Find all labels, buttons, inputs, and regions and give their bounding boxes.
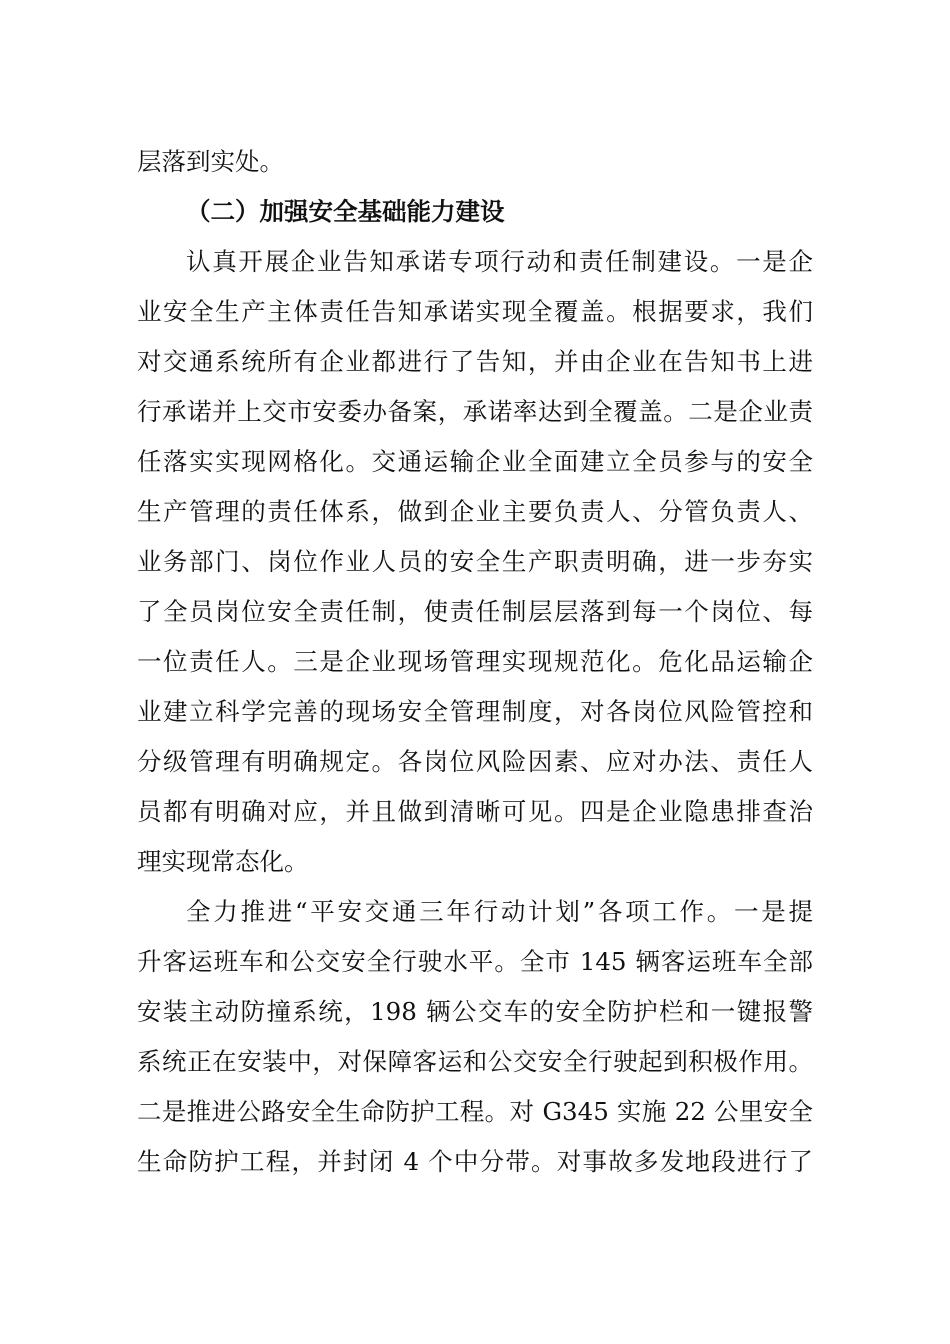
text-line: 系统正在安装中，对保障客运和公交安全行驶起到积极作用。: [137, 1047, 813, 1076]
text-line: 对交通系统所有企业都进行了告知，并由企业在告知书上进: [137, 347, 813, 376]
text-line: 一位责任人。三是企业现场管理实现规范化。危化品运输企: [137, 647, 813, 676]
text-line: 升客运班车和公交安全行驶水平。全市 145 辆客运班车全部: [137, 947, 813, 976]
text-line: 全力推进“平安交通三年行动计划”各项工作。一是提: [186, 897, 813, 926]
text-line: 认真开展企业告知承诺专项行动和责任制建设。一是企: [186, 247, 813, 276]
text-line: 业建立科学完善的现场安全管理制度，对各岗位风险管控和: [137, 697, 813, 726]
text-line: 生产管理的责任体系，做到企业主要负责人、分管负责人、: [137, 497, 813, 526]
text-line: 层落到实处。: [137, 147, 284, 176]
text-line: 安装主动防撞系统，198 辆公交车的安全防护栏和一键报警: [137, 997, 813, 1026]
text-line: 分级管理有明确规定。各岗位风险因素、应对办法、责任人: [137, 747, 813, 776]
section-heading: （二）加强安全基础能力建设: [186, 197, 505, 226]
text-line: 行承诺并上交市安委办备案，承诺率达到全覆盖。二是企业责: [137, 397, 813, 426]
text-line: 业务部门、岗位作业人员的安全生产职责明确，进一步夯实: [137, 547, 813, 576]
text-line: 理实现常态化。: [137, 847, 309, 876]
text-line: 了全员岗位安全责任制，使责任制层层落到每一个岗位、每: [137, 597, 813, 626]
text-line: 生命防护工程，并封闭 4 个中分带。对事故多发地段进行了: [137, 1147, 813, 1176]
text-line: 二是推进公路安全生命防护工程。对 G345 实施 22 公里安全: [137, 1097, 813, 1126]
text-line: 员都有明确对应，并且做到清晰可见。四是企业隐患排查治: [137, 797, 813, 826]
text-line: 任落实实现网格化。交通运输企业全面建立全员参与的安全: [137, 447, 813, 476]
text-line: 业安全生产主体责任告知承诺实现全覆盖。根据要求，我们: [137, 297, 813, 326]
